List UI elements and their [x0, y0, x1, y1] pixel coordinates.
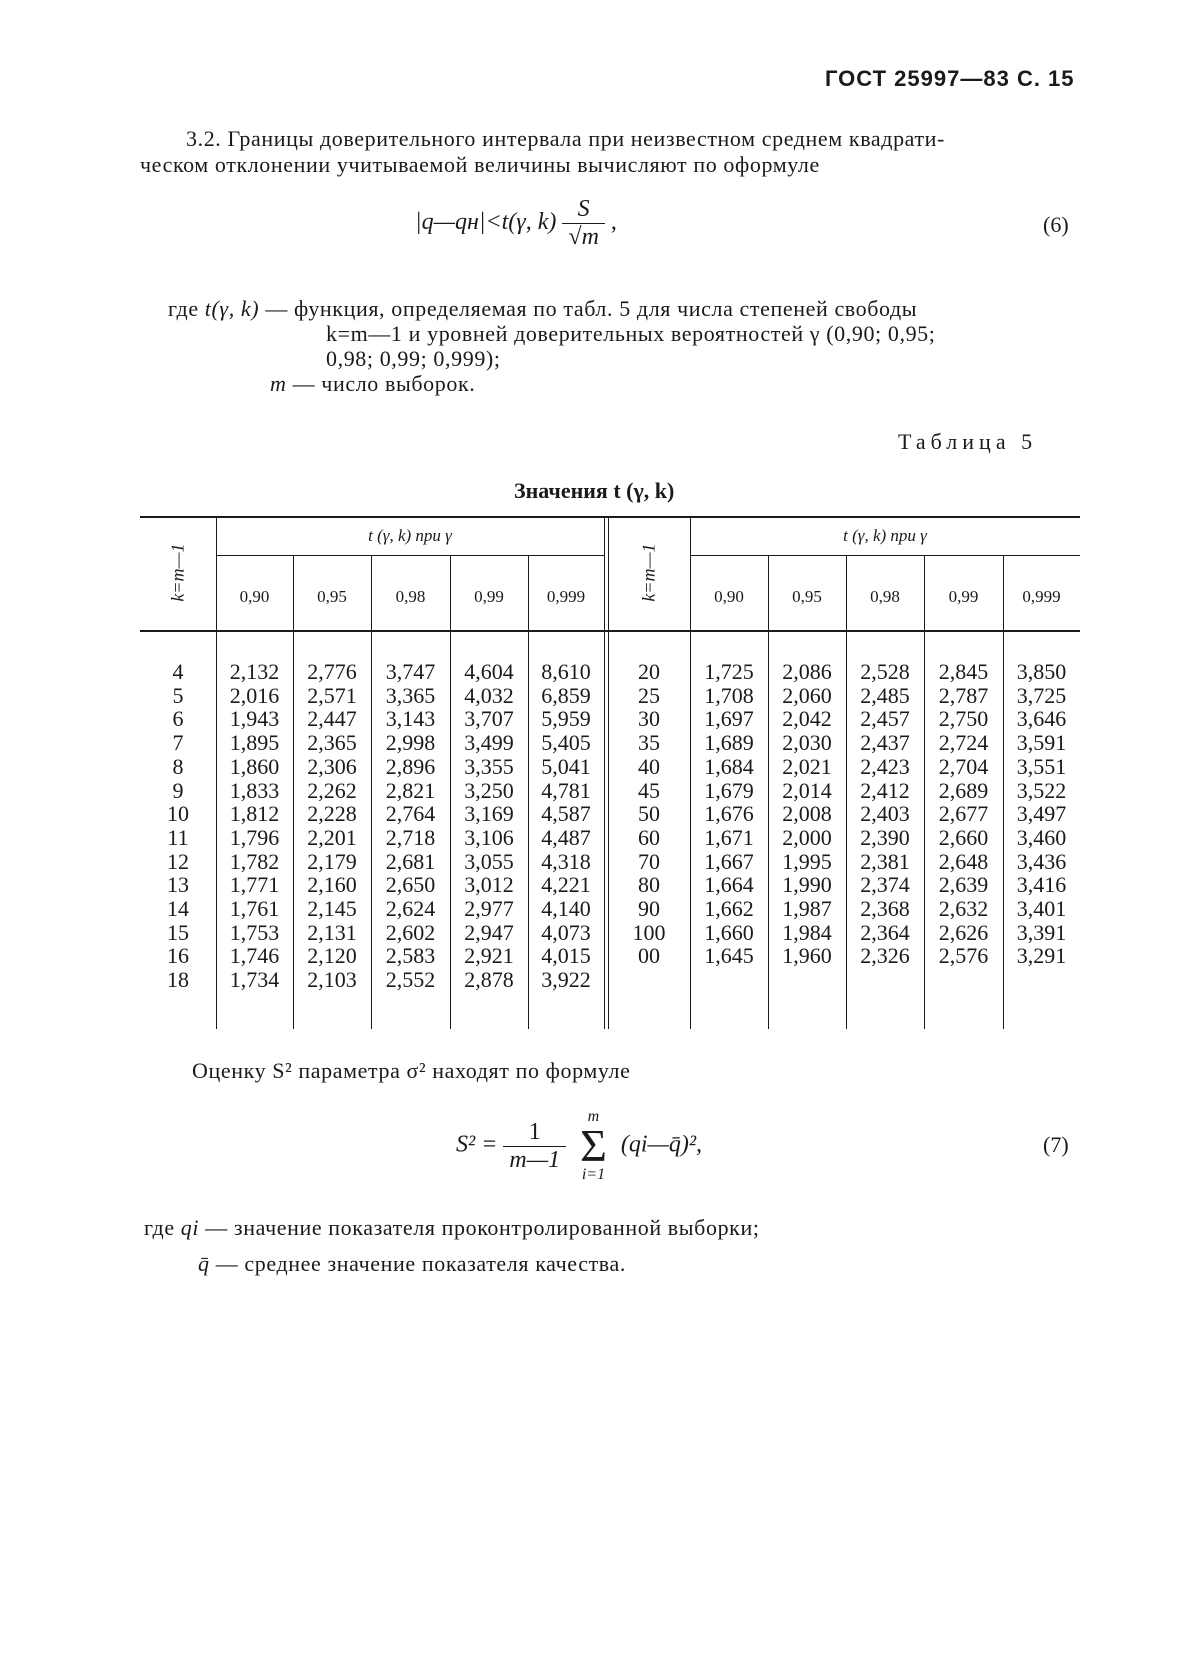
table-cell: 1,689: [704, 730, 754, 756]
where7-line1-text: — значение показателя проконтролированной выборки;: [205, 1215, 760, 1240]
table-cell: 9: [172, 777, 184, 803]
table-cell: 4,032: [464, 682, 514, 708]
table-cell: 60: [638, 824, 660, 850]
table-cell: 1,895: [229, 730, 280, 756]
table-col-k-right: [608, 660, 690, 968]
table-cell: 2,626: [938, 919, 989, 945]
table-cell: 2,681: [385, 848, 436, 874]
table-cell: 2,896: [385, 753, 436, 779]
where6-line4-text: — число выборок.: [292, 371, 476, 396]
table-cell: 3,436: [1016, 848, 1067, 874]
table-cell: 1,662: [704, 896, 754, 922]
table-cell: 2,764: [385, 801, 436, 827]
table-cell: 2,576: [938, 943, 989, 969]
where7-term-qi: qi: [180, 1215, 200, 1240]
formula-6-denominator: √m: [568, 224, 599, 250]
table-cell: 11: [167, 824, 189, 850]
table-cell: 2,947: [464, 919, 514, 945]
table-cell: 3,169: [464, 801, 514, 827]
table-col-099-left: [450, 660, 528, 992]
table-cell: 2,179: [307, 848, 357, 874]
table-cell: 80: [638, 872, 660, 898]
section-3-2-line1: 3.2. Границы доверительного интервала при неизвестном среднем квадрати-: [186, 126, 945, 151]
formula-7: [456, 1108, 702, 1184]
table-cell: 4,140: [541, 896, 591, 922]
table-cell: 1,943: [229, 706, 280, 732]
estimate-sentence: Оценку S² параметра σ² находят по формуле: [192, 1058, 631, 1083]
table-cell: 1,734: [229, 967, 280, 993]
table-col-0999-right: [1003, 660, 1080, 968]
where6-line2: k=m—1 и уровней доверительных вероятностей γ (0,90; 0,95;: [326, 321, 936, 346]
table-cell: 1,984: [782, 919, 832, 945]
table-cell: 7: [172, 730, 184, 756]
where6-line3: 0,98; 0,99; 0,999);: [326, 346, 501, 371]
gamma-header-090-right: 0,90: [714, 587, 744, 606]
table-cell: 2,228: [307, 801, 357, 827]
table-cell: 6,859: [541, 682, 591, 708]
table-cell: 2,103: [307, 967, 357, 993]
table-cell: 1,697: [704, 706, 754, 732]
table-cell: 5: [172, 682, 184, 708]
formula-6-fraction: [562, 196, 605, 251]
table-cell: 2,571: [307, 682, 357, 708]
table-cell: 1,833: [229, 777, 280, 803]
table-header-rule: [140, 630, 1080, 632]
table-cell: 2,845: [938, 659, 989, 684]
table-cell: 3,143: [385, 706, 436, 732]
table-col-090-right: [690, 660, 768, 968]
table-cell: 18: [167, 967, 189, 993]
table-cell: 1,660: [704, 919, 754, 945]
table-cell: 2,326: [860, 943, 910, 969]
where6-term-t: t(γ, k): [204, 296, 260, 321]
table-cell: 2,201: [307, 824, 357, 850]
table-cell: 2,457: [860, 706, 910, 732]
table-cell: 12: [167, 848, 189, 874]
table-cell: 1,990: [782, 872, 832, 898]
table-cell: 2,000: [782, 824, 832, 850]
table-caption: Таблица 5: [898, 429, 1038, 454]
table-cell: 4,318: [541, 848, 591, 874]
table-cell: 2,776: [307, 659, 357, 684]
table-cell: 2,042: [782, 706, 832, 732]
table-cell: 1,664: [704, 872, 754, 898]
table-cell: 3,646: [1016, 706, 1067, 732]
table-cell: 2,412: [860, 777, 910, 803]
table-cell: 3,499: [464, 730, 514, 756]
where6-prefix: где: [168, 296, 199, 321]
table-cell: 2,016: [229, 682, 280, 708]
table-top-rule: [140, 516, 1080, 518]
gamma-header-095-right: 0,95: [792, 587, 822, 606]
where6-term-m: m: [270, 371, 287, 396]
table-cell: 3,522: [1016, 777, 1067, 803]
table-cell: 2,624: [385, 896, 436, 922]
formula-7-sum-bottom: i=1: [581, 1166, 606, 1183]
table-cell: 4,073: [541, 919, 591, 945]
table-cell: 4,781: [541, 777, 591, 803]
table-cell: 1,708: [704, 682, 754, 708]
table-col-0999-left: [528, 660, 604, 992]
gamma-header-0999-left: 0,999: [546, 587, 586, 606]
table-cell: 2,552: [385, 967, 436, 993]
table-cell: 2,132: [229, 659, 280, 684]
table-cell: 2,602: [385, 919, 436, 945]
table-cell: 3,012: [464, 872, 514, 898]
table-cell: 3,747: [385, 659, 436, 684]
table-cell: 2,724: [938, 730, 989, 756]
table-cell: 2,821: [385, 777, 436, 803]
formula-6-numerator: S: [562, 196, 605, 224]
table-cell: 2,648: [938, 848, 989, 874]
table-cell: 3,551: [1016, 753, 1067, 779]
table-cell: 3,497: [1016, 801, 1067, 827]
table-cell: 40: [638, 753, 660, 779]
table-vline-6a: [604, 516, 605, 1029]
table-cell: 1,725: [704, 659, 754, 684]
table-cell: 1,753: [229, 919, 280, 945]
table-cell: 35: [638, 730, 660, 756]
table-cell: 90: [638, 896, 660, 922]
table-cell: 2,030: [782, 730, 832, 756]
table-cell: 8,610: [541, 659, 591, 684]
page-header: ГОСТ 25997—83 С. 15: [825, 66, 1075, 91]
table-cell: 2,878: [464, 967, 514, 993]
table-cell: 2,998: [385, 730, 436, 756]
table-cell: 00: [638, 943, 660, 969]
table-cell: 3,850: [1016, 659, 1067, 684]
table-cell: 2,368: [860, 896, 910, 922]
table-cell: 1,679: [704, 777, 754, 803]
table-cell: 2,131: [307, 919, 357, 945]
gamma-header-095-left: 0,95: [317, 587, 347, 606]
table-cell: 2,689: [938, 777, 989, 803]
table-cell: 2,364: [860, 919, 910, 945]
table-cell: 2,403: [860, 801, 910, 827]
table-cell: 2,787: [938, 682, 989, 708]
table-cell: 16: [167, 943, 189, 969]
formula-7-fraction: [503, 1119, 566, 1174]
table-col-095-right: [768, 660, 846, 968]
table-cell: 2,750: [938, 706, 989, 732]
formula-6: [415, 196, 617, 251]
where6-line1-text: — функция, определяемая по табл. 5 для числа степеней свободы: [265, 296, 918, 321]
table-cell: 100: [632, 919, 666, 945]
table-cell: 13: [167, 872, 189, 898]
table-group-rule-left: [216, 555, 604, 556]
gamma-header-098-left: 0,98: [395, 587, 426, 606]
table-cell: 3,591: [1016, 730, 1067, 756]
formula-6-lhs: |q—qн|<t(γ, k): [415, 209, 557, 236]
table-cell: 2,485: [860, 682, 910, 708]
table-cell: 1,676: [704, 801, 754, 827]
table-k-header-right: k=m—1: [638, 543, 659, 602]
table-cell: 3,365: [385, 682, 436, 708]
table-cell: 2,718: [385, 824, 436, 850]
table-cell: 70: [638, 848, 660, 874]
table-cell: 3,391: [1016, 919, 1067, 945]
table-cell: 1,782: [229, 848, 280, 874]
formula-7-number: (7): [1043, 1132, 1069, 1157]
where7-line2: [198, 1251, 626, 1277]
table-cell: 2,390: [860, 824, 910, 850]
table-cell: 1,761: [229, 896, 280, 922]
table-cell: 3,707: [464, 706, 514, 732]
formula-7-sum-sign: Σ: [580, 1120, 607, 1171]
formula-7-lhs: S² =: [456, 1131, 498, 1158]
table-cell: 1,960: [782, 943, 832, 969]
gamma-header-0999-right: 0,999: [1022, 587, 1061, 606]
table-cell: 2,639: [938, 872, 989, 898]
table-cell: 3,401: [1016, 896, 1067, 922]
table-cell: 2,381: [860, 848, 910, 874]
table-cell: 2,528: [860, 659, 910, 684]
where7-prefix: где: [144, 1215, 175, 1240]
where7-line2-text: — среднее значение показателя качества.: [215, 1251, 626, 1276]
table-cell: 8: [172, 753, 184, 779]
formula-7-term: (qi—q̄)²,: [620, 1131, 703, 1158]
table-cell: 2,704: [938, 753, 989, 779]
where7-term-qbar: q̄: [198, 1251, 210, 1276]
formula-7-sum: [580, 1108, 607, 1184]
table-group-header-left: t (γ, k) при γ: [368, 526, 452, 545]
table-cell: 50: [638, 801, 660, 827]
table-cell: 1,812: [229, 801, 280, 827]
table-col-k-left: [140, 660, 216, 992]
table-cell: 3,291: [1016, 943, 1067, 969]
table-col-099-right: [924, 660, 1003, 968]
table-cell: 1,684: [704, 753, 754, 779]
table-cell: 5,041: [541, 753, 591, 779]
gamma-header-090-left: 0,90: [239, 587, 270, 606]
table-cell: 25: [638, 682, 660, 708]
table-cell: 2,437: [860, 730, 910, 756]
table-cell: 1,987: [782, 896, 832, 922]
where7-line1: [144, 1215, 760, 1241]
table-col-090-left: [216, 660, 293, 992]
table-cell: 3,055: [464, 848, 514, 874]
table-cell: 2,306: [307, 753, 357, 779]
table-cell: 2,650: [385, 872, 436, 898]
table-group-header-right: t (γ, k) при γ: [843, 526, 927, 545]
table-cell: 1,796: [229, 824, 280, 850]
table-cell: 1,645: [704, 943, 754, 969]
table-cell: 1,995: [782, 848, 832, 874]
table-cell: 2,120: [307, 943, 357, 969]
table-cell: 2,086: [782, 659, 832, 684]
gamma-header-099-left: 0,99: [474, 587, 504, 606]
table-cell: 14: [167, 896, 189, 922]
formula-6-tail: ,: [610, 209, 617, 236]
table-cell: 4,604: [464, 659, 514, 684]
table-cell: 45: [638, 777, 660, 803]
table-cell: 3,106: [464, 824, 514, 850]
table-cell: 1,860: [229, 753, 280, 779]
table-cell: 2,677: [938, 801, 989, 827]
table-cell: 2,008: [782, 801, 832, 827]
table-cell: 1,746: [229, 943, 280, 969]
table-cell: 2,632: [938, 896, 989, 922]
table-cell: 4: [172, 659, 184, 684]
table-col-095-left: [293, 660, 371, 992]
table-cell: 3,416: [1016, 872, 1067, 898]
table-cell: 2,977: [464, 896, 514, 922]
formula-7-numerator: 1: [503, 1119, 566, 1147]
section-3-2-line2: ческом отклонении учитываемой величины вычисляют по оформуле: [140, 152, 820, 177]
gamma-header-099-right: 0,99: [948, 587, 979, 606]
table-cell: 3,355: [464, 753, 514, 779]
table-title: Значения t (γ, k): [514, 478, 675, 503]
table-cell: 6: [172, 706, 184, 732]
table-cell: 2,583: [385, 943, 436, 969]
table-cell: 2,160: [307, 872, 357, 898]
table-cell: 20: [638, 659, 660, 684]
formula-6-number: (6): [1043, 212, 1069, 237]
table-col-098-left: [371, 660, 450, 992]
table-cell: 2,660: [938, 824, 989, 850]
table-cell: 4,487: [541, 824, 591, 850]
table-col-098-right: [846, 660, 924, 968]
table-cell: 5,405: [541, 730, 591, 756]
table-cell: 10: [167, 801, 189, 827]
table-k-header-left: k=m—1: [167, 543, 188, 602]
table-cell: 2,365: [307, 730, 357, 756]
gamma-header-098-right: 0,98: [870, 587, 900, 606]
table-cell: 15: [167, 919, 189, 945]
table-cell: 3,922: [541, 967, 591, 993]
formula-7-denominator: m—1: [509, 1146, 561, 1173]
table-cell: 2,423: [860, 753, 910, 779]
table-cell: 2,014: [782, 777, 832, 803]
where6-line4: [270, 371, 475, 397]
table-cell: 2,145: [307, 896, 357, 922]
where6-line1: [168, 296, 917, 322]
formula-7-sum-top: m: [587, 1108, 600, 1125]
table-cell: 2,060: [782, 682, 832, 708]
table-cell: 5,959: [541, 706, 591, 732]
table-cell: 2,374: [860, 872, 910, 898]
table-cell: 1,671: [704, 824, 754, 850]
table-cell: 30: [638, 706, 660, 732]
table-cell: 2,921: [464, 943, 514, 969]
table-cell: 4,221: [541, 872, 591, 898]
table-cell: 2,447: [307, 706, 357, 732]
table-cell: 4,015: [541, 943, 591, 969]
table-cell: 3,250: [464, 777, 514, 803]
table-cell: 3,725: [1016, 682, 1067, 708]
table-cell: 2,021: [782, 753, 832, 779]
table-group-rule-right: [690, 555, 1080, 556]
table-cell: 2,262: [307, 777, 357, 803]
table-cell: 1,771: [229, 872, 280, 898]
table-cell: 1,667: [704, 848, 754, 874]
table-cell: 3,460: [1016, 824, 1067, 850]
table-cell: 4,587: [541, 801, 591, 827]
